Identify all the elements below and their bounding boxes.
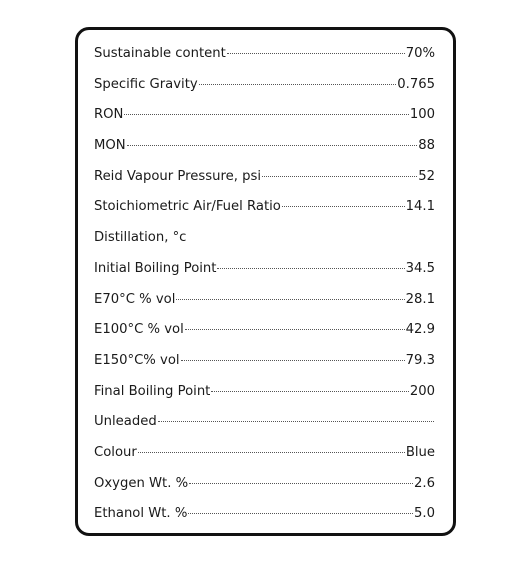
dot-leader [199, 84, 397, 85]
spec-value: 14.1 [405, 199, 435, 215]
dot-leader [262, 176, 417, 177]
spec-value: 88 [418, 138, 435, 154]
spec-value: 34.5 [405, 260, 435, 276]
spec-row-mon [94, 131, 435, 162]
spec-row-colour [94, 438, 435, 469]
dot-leader [127, 145, 418, 146]
spec-list [94, 39, 435, 530]
dot-leader [138, 452, 405, 453]
spec-label: Unleaded [94, 414, 157, 430]
spec-row-e150 [94, 346, 435, 377]
spec-value: 0.765 [397, 76, 435, 92]
dot-leader [124, 114, 408, 115]
spec-row-initial-boiling-point [94, 254, 435, 285]
spec-label: E70°C % vol [94, 291, 176, 307]
spec-row-e70 [94, 285, 435, 316]
spec-row-oxygen-wt [94, 469, 435, 500]
spec-row-unleaded [94, 407, 435, 438]
spec-row-sustainable-content [94, 39, 435, 70]
spec-value: 28.1 [405, 291, 435, 307]
spec-label: Reid Vapour Pressure, psi [94, 168, 261, 184]
spec-value: 42.9 [405, 322, 435, 338]
section-heading: Distillation, °c [94, 230, 187, 246]
fuel-spec-card [75, 27, 456, 536]
spec-label: Specific Gravity [94, 76, 198, 92]
spec-value: 70% [405, 46, 435, 61]
spec-label: RON [94, 107, 124, 123]
spec-label: MON [94, 138, 126, 154]
spec-value: 100 [409, 107, 435, 123]
spec-row-ron [94, 100, 435, 131]
dot-leader [227, 53, 405, 54]
dot-leader [185, 329, 405, 330]
spec-label: Oxygen Wt. % [94, 475, 189, 491]
spec-label: Colour [94, 444, 137, 460]
spec-label: E100°C % vol [94, 322, 184, 338]
dot-leader [181, 360, 405, 361]
spec-row-specific-gravity [94, 70, 435, 101]
spec-row-distillation-heading [94, 223, 435, 254]
spec-value: Blue [405, 444, 435, 460]
spec-row-stoichiometric-ratio [94, 192, 435, 223]
dot-leader [217, 268, 404, 269]
dot-leader [188, 513, 413, 514]
dot-leader [211, 391, 408, 392]
spec-value: 200 [409, 383, 435, 399]
dot-leader [189, 483, 413, 484]
spec-label: Initial Boiling Point [94, 260, 217, 276]
spec-label: Ethanol Wt. % [94, 506, 188, 522]
spec-label: E150°C% vol [94, 352, 180, 368]
dot-leader [158, 421, 434, 422]
spec-row-e100 [94, 315, 435, 346]
spec-label: Stoichiometric Air/Fuel Ratio [94, 199, 281, 215]
spec-row-ethanol-wt [94, 499, 435, 530]
spec-label: Final Boiling Point [94, 383, 211, 399]
spec-value: 79.3 [405, 352, 435, 368]
spec-value: 52 [418, 168, 435, 184]
spec-value: 5.0 [414, 506, 435, 522]
dot-leader [176, 299, 404, 300]
dot-leader [282, 206, 405, 207]
spec-value: 2.6 [414, 475, 435, 491]
spec-row-final-boiling-point [94, 377, 435, 408]
spec-row-reid-vapour-pressure [94, 162, 435, 193]
spec-label: Sustainable content [94, 46, 226, 61]
